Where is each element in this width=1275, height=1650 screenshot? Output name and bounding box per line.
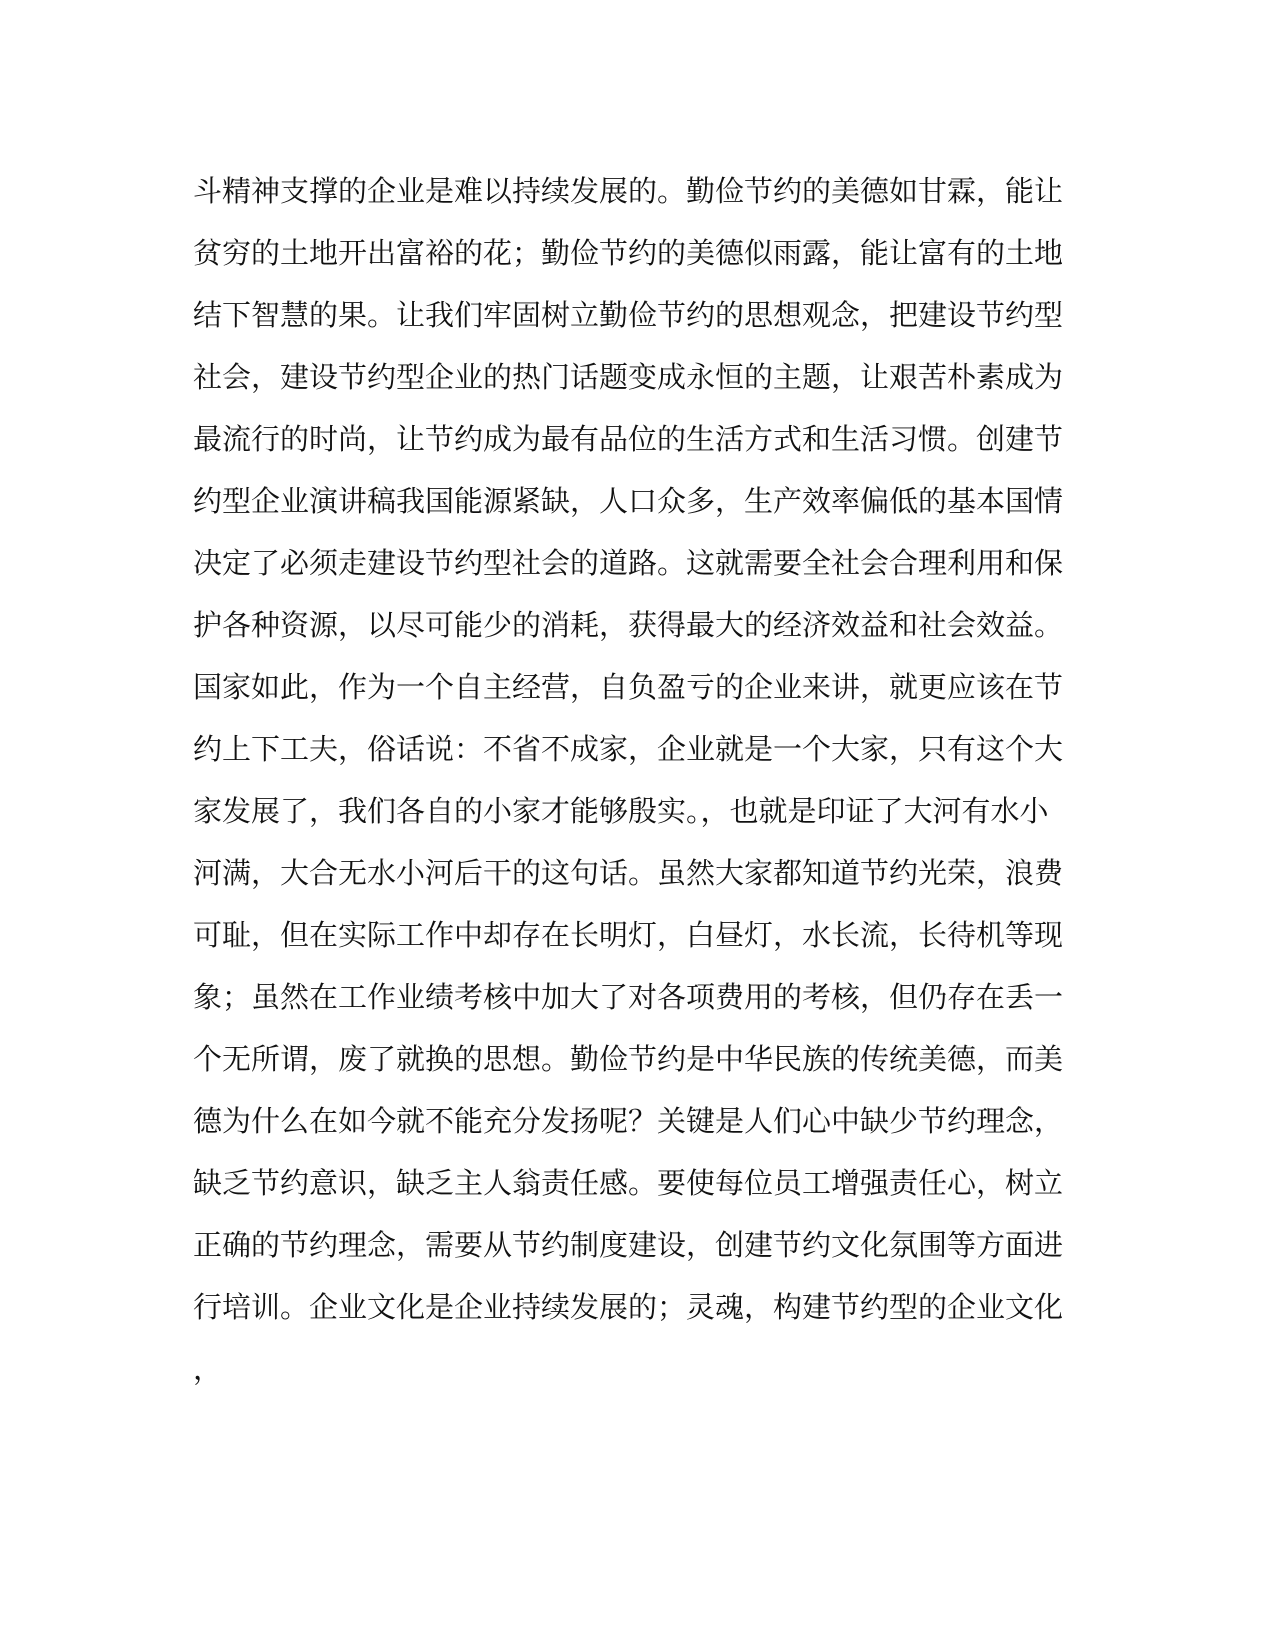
text-line: 国家如此，作为一个自主经营，自负盈亏的企业来讲，就更应该在节 <box>193 670 1064 704</box>
text-line: 最流行的时尚，让节约成为最有品位的生活方式和生活习惯。创建节 <box>193 422 1064 456</box>
text-line: ， <box>193 1352 223 1386</box>
text-line: 河满，大合无水小河后干的这句话。虽然大家都知道节约光荣，浪费 <box>193 856 1064 890</box>
text-line: 约型企业演讲稿我国能源紧缺，人口众多，生产效率偏低的基本国情 <box>193 484 1064 518</box>
text-line: 社会，建设节约型企业的热门话题变成永恒的主题，让艰苦朴素成为 <box>193 360 1064 394</box>
text-line: 象；虽然在工作业绩考核中加大了对各项费用的考核，但仍存在丢一 <box>193 980 1064 1014</box>
text-line: 个无所谓，废了就换的思想。勤俭节约是中华民族的传统美德，而美 <box>193 1042 1064 1076</box>
text-line: 护各种资源，以尽可能少的消耗，获得最大的经济效益和社会效益。 <box>193 608 1064 642</box>
text-line: 家发展了，我们各自的小家才能够殷实。，也就是印证了大河有水小 <box>193 794 1049 828</box>
text-line: 斗精神支撑的企业是难以持续发展的。勤俭节约的美德如甘霖，能让 <box>193 174 1064 208</box>
text-line: 可耻，但在实际工作中却存在长明灯，白昼灯，水长流，长待机等现 <box>193 918 1064 952</box>
text-line: 缺乏节约意识，缺乏主人翁责任感。要使每位员工增强责任心，树立 <box>193 1166 1064 1200</box>
text-line: 决定了必须走建设节约型社会的道路。这就需要全社会合理利用和保 <box>193 546 1064 580</box>
text-line: 结下智慧的果。让我们牢固树立勤俭节约的思想观念，把建设节约型 <box>193 298 1064 332</box>
text-line: 德为什么在如今就不能充分发扬呢？关键是人们心中缺少节约理念， <box>193 1104 1064 1138</box>
text-line: 正确的节约理念，需要从节约制度建设，创建节约文化氛围等方面进 <box>193 1228 1064 1262</box>
text-line: 贫穷的土地开出富裕的花；勤俭节约的美德似雨露，能让富有的土地 <box>193 236 1064 270</box>
text-line: 行培训。企业文化是企业持续发展的；灵魂，构建节约型的企业文化 <box>193 1290 1064 1324</box>
body-text <box>193 160 1073 1400</box>
text-line: 约上下工夫，俗话说：不省不成家，企业就是一个大家，只有这个大 <box>193 732 1064 766</box>
